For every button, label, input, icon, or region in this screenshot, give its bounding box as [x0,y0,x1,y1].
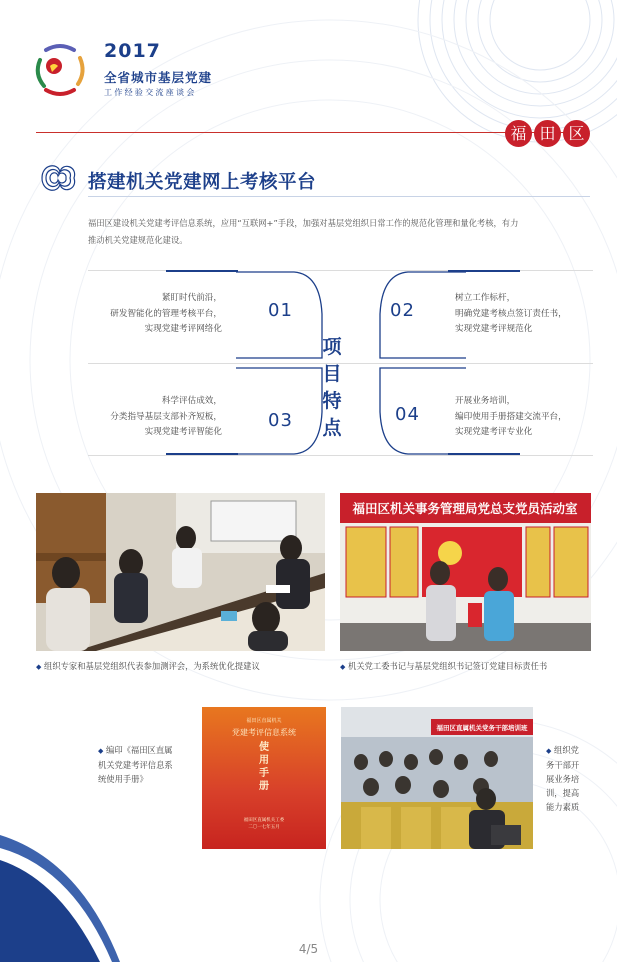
feature-line: 树立工作标杆， [455,293,516,303]
caption-line: 统使用手册》 [98,774,148,784]
intro-line: 福田区建设机关党建考评信息系统，应用“互联网+”手段，加强对基层党组织日常工作的规范化管理和量化考核，有力 [88,218,519,228]
feature-text-01 [70,291,222,338]
feature-text-02 [455,291,605,338]
feature-line: 实现党建考评规范化 [455,324,533,334]
feature-number: 02 [390,300,415,321]
feature-line: 科学评估成效， [161,396,222,406]
caption-text: 编印《福田区直属 [106,745,173,755]
caption-line: 训，提高 [546,788,580,798]
title-divider [88,196,590,197]
feature-number: 03 [268,410,293,431]
caption-line: 机关党建考评信息系 [98,760,173,770]
conference-logo-icon [30,40,90,98]
quadrant-accent-bar [166,453,238,455]
manual-cover-top: 福田区直属机关 [246,718,282,724]
feature-line: 明确党建考核点签订责任书， [455,308,567,319]
manual-cover-big [202,741,326,793]
caption-text: 机关党工委书记与基层党组织书记签订党建目标责任书 [348,661,548,671]
training-banner-text: 福田区直属机关党务干部培训班 [436,724,528,732]
signing-photo [340,493,591,651]
logo-year: 2017 [104,40,161,62]
caption-meeting [36,660,260,672]
manual-cover-char: 使 [259,742,269,753]
diamond-bullet-icon: ◆ [340,663,346,671]
manual-cover-date: 二〇一七年五月 [248,825,280,830]
center-label-line: 特 点 [322,390,348,439]
logo-subtitle: 工作经验交流座谈会 [104,88,197,97]
feature-number: 01 [268,300,293,321]
district-badge-char: 福 [505,120,532,147]
feature-number: 04 [395,404,420,425]
manual-cover-char: 册 [259,781,269,792]
page-number: 4/5 [298,942,319,956]
district-badge-char: 区 [563,120,590,147]
feature-line: 紧盯时代前沿， [161,293,222,303]
caption-manual [98,743,198,786]
caption-line: 能力素质 [546,802,580,812]
caption-line: 展业务培 [546,774,580,784]
intro-paragraph [88,215,593,249]
manual-cover-char: 手 [259,768,269,779]
manual-cover-photo [202,707,326,849]
manual-cover-title: 党建考评信息系统 [232,728,296,737]
signing-banner-text: 福田区机关事务管理局党总支党员活动室 [352,501,578,516]
manual-cover-bottom: 福田区直属机关工委 [243,818,285,823]
feature-line: 分类指导基层支部补齐短板， [110,411,222,422]
caption-line [546,743,606,758]
feature-text-04 [455,394,605,441]
feature-line: 实现党建考评智能化 [144,427,222,437]
caption-text: 组织专家和基层党组织代表参加测评会，为系统优化提建议 [44,661,260,671]
manual-cover-char: 用 [259,755,269,766]
center-label-line: 项 目 [322,336,348,385]
diamond-bullet-icon: ◆ [98,747,104,755]
quadrant-accent-bar [448,453,520,455]
intro-line: 推动机关党建规范化建设。 [88,235,188,245]
quadrant-accent-bar [448,270,520,272]
training-photo [341,707,533,849]
section-swirl-icon [36,158,80,198]
feature-line: 研发智能化的管理考核平台， [110,308,222,319]
logo-title: 全省城市基层党建 [104,70,213,85]
quadrant-accent-bar [166,270,238,272]
feature-line: 开展业务培训， [455,396,516,406]
caption-training [546,743,606,814]
feature-line: 编印使用手册搭建交流平台， [455,411,567,422]
feature-line: 实现党建考评专业化 [455,427,533,437]
header-divider [36,132,581,133]
district-badge-char: 田 [534,120,561,147]
page-title: 搭建机关党建网上考核平台 [88,172,317,193]
feature-line: 实现党建考评网络化 [144,324,222,334]
caption-text: 组织党 [554,745,579,755]
caption-line: 务干部开 [546,760,580,770]
meeting-photo [36,493,325,651]
feature-text-03 [70,394,222,441]
diamond-bullet-icon: ◆ [546,747,552,755]
caption-line [98,743,198,758]
feature-center-label [305,334,365,442]
caption-signing [340,660,547,672]
diamond-bullet-icon: ◆ [36,663,42,671]
